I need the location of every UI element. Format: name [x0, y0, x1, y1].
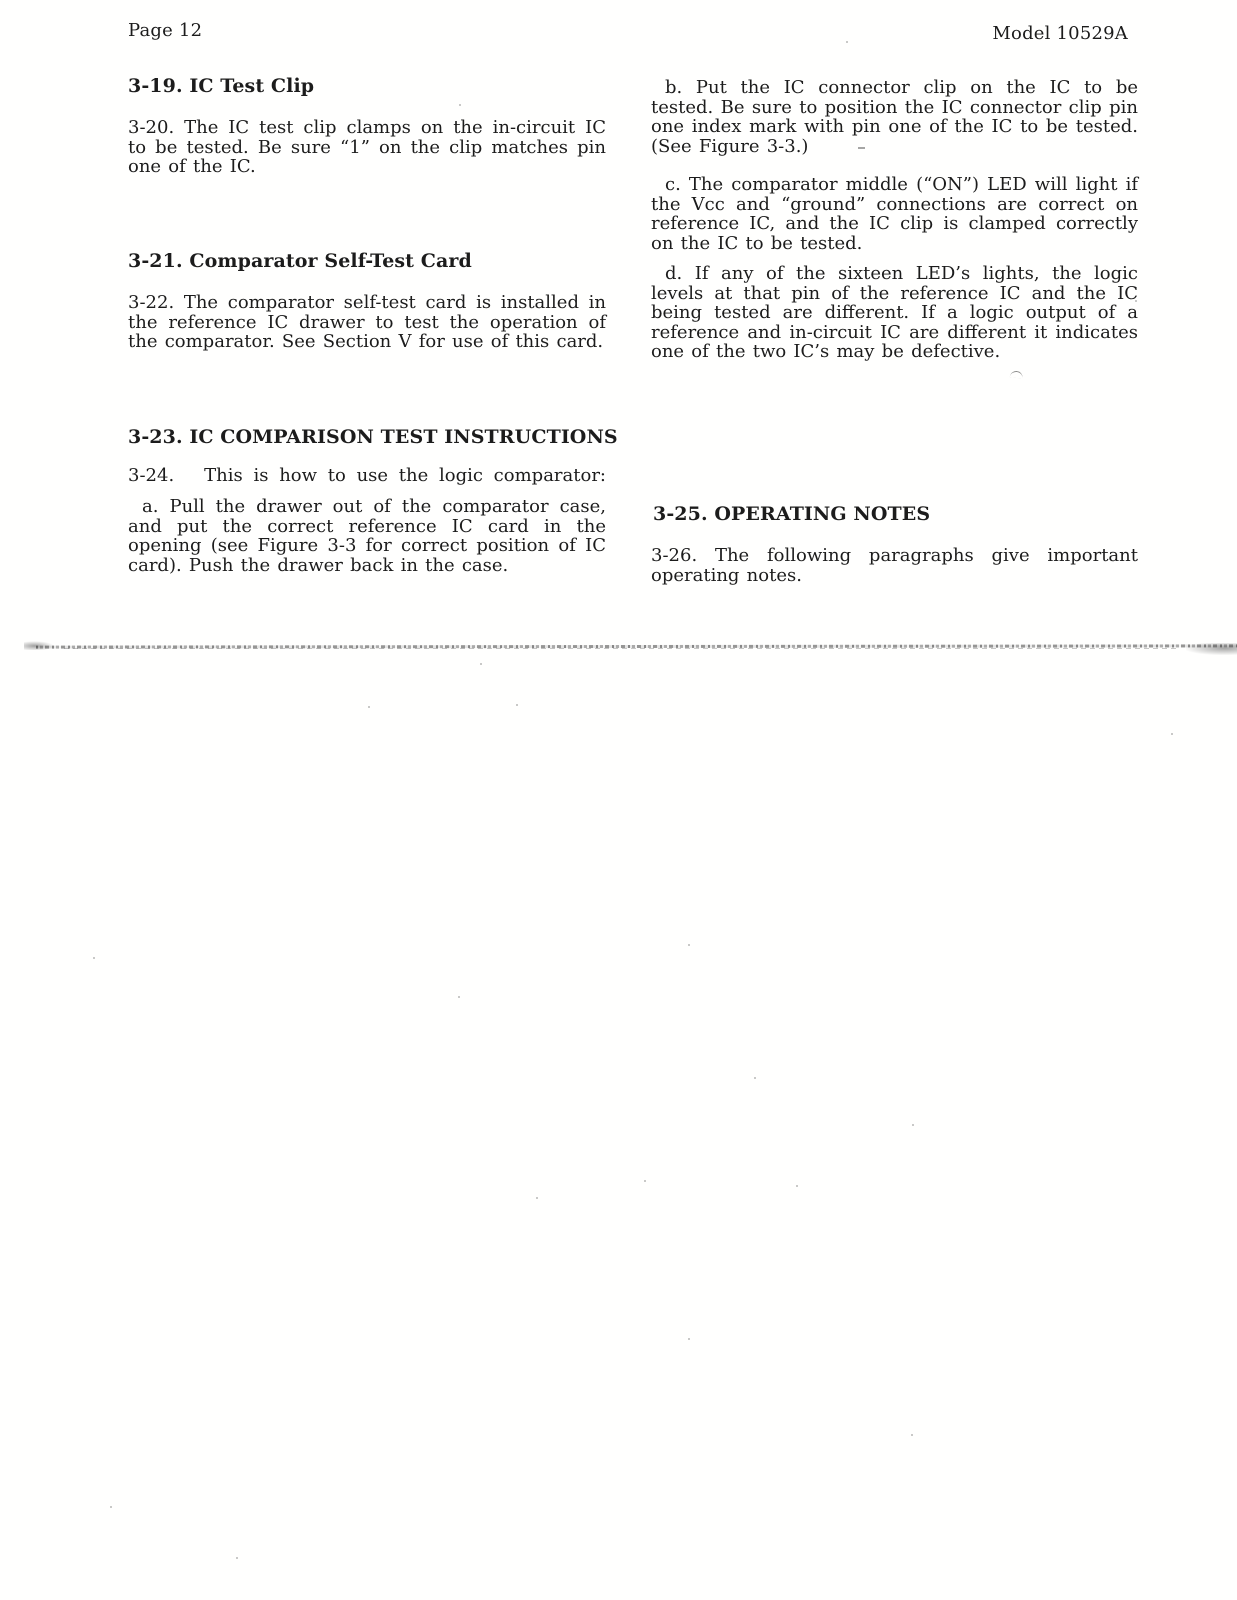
scan-noise-dot: [459, 104, 461, 106]
scan-noise-dot: [110, 1506, 112, 1508]
section-heading-3-23: 3-23. IC COMPARISON TEST INSTRUCTIONS: [128, 426, 618, 448]
scan-artifact-line: [24, 641, 1237, 655]
scan-noise-dot: [93, 957, 95, 959]
paragraph-3-20: 3-20. The IC test clip clamps on the in-circuit IC to be tested. Be sure “1” on the clip matches pin one of the IC.: [128, 117, 606, 178]
paragraph-step-b: b. Put the IC connector clip on the IC to be tested. Be sure to position the IC connector clip pin one index mark with pin one of the IC to be tested. (See Figure 3-3.): [651, 77, 1138, 157]
paragraph-3-22: 3-22. The comparator self-test card is installed in the reference IC drawer to test the operation of the comparator. See Section V for use of this card.: [128, 292, 606, 353]
scan-noise-dot: [846, 41, 848, 43]
scan-noise-dot: [516, 704, 518, 706]
paragraph-step-c: c. The comparator middle (“ON”) LED will light if the Vcc and “ground” connections are correct on reference IC, and the IC clip is clamped correctly on the IC to be tested.: [651, 174, 1138, 254]
paragraph-3-26: 3-26. The following paragraphs give important operating notes.: [651, 545, 1138, 586]
scan-noise-dot: [911, 1434, 913, 1436]
scan-mark: [1010, 370, 1024, 378]
scan-artifact-end: [1186, 643, 1237, 655]
scan-noise-dot: [368, 706, 370, 708]
scan-noise-dot: [796, 1185, 798, 1187]
scan-noise-dot: [1171, 733, 1173, 735]
scan-artifact-shadow: [64, 648, 1177, 649]
paragraph-3-24-text: This is how to use the logic comparator:: [204, 465, 606, 486]
scan-noise-dot: [1135, 300, 1137, 302]
page-number: Page 12: [128, 20, 203, 41]
section-heading-3-19: 3-19. IC Test Clip: [128, 75, 315, 97]
scan-noise-dot: [236, 1557, 238, 1559]
paragraph-step-a: a. Pull the drawer out of the comparator case, and put the correct reference IC card in the opening (see Figure 3-3 for correct position of IC card). Push the drawer back in the case.: [128, 496, 606, 576]
model-number: Model 10529A: [992, 23, 1128, 44]
scan-noise-dot: [480, 663, 482, 665]
scan-noise-dot: [688, 944, 690, 946]
section-heading-3-25: 3-25. OPERATING NOTES: [653, 503, 931, 525]
paragraph-step-d: d. If any of the sixteen LED’s lights, the logic levels at that pin of the reference IC and the IC being tested are different. If a logic output of a reference and in-circuit IC are different it indicates one of the two IC’s may be defective.: [651, 263, 1138, 363]
scan-mark: [858, 147, 865, 149]
scan-noise-dot: [458, 996, 460, 998]
paragraph-3-24-number: 3-24.: [128, 465, 175, 486]
section-heading-3-21: 3-21. Comparator Self-Test Card: [128, 250, 472, 272]
scan-noise-dot: [536, 1197, 538, 1199]
scan-noise-dot: [644, 1180, 646, 1182]
paragraph-3-24: [128, 466, 606, 486]
scan-noise-dot: [912, 1124, 914, 1126]
scan-noise-dot: [688, 1338, 690, 1340]
scan-noise-dot: [754, 1077, 756, 1079]
